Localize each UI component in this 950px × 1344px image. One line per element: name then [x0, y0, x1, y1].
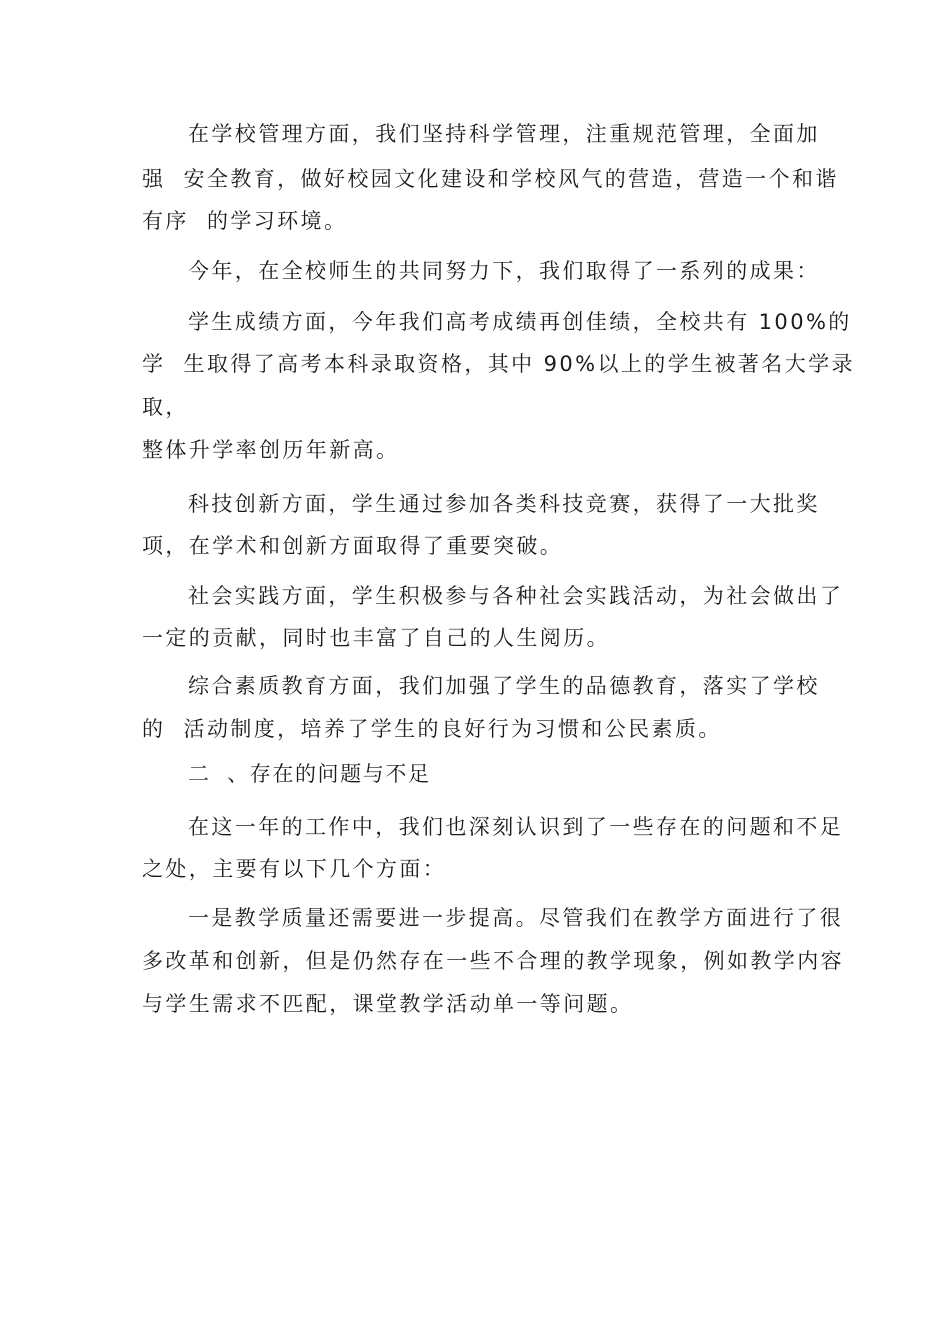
paragraph-student-results-line-4: 整体升学率创历年新高。 — [142, 438, 400, 462]
paragraph-problems-intro-line-2: 之处，主要有以下几个方面： — [142, 857, 447, 881]
paragraph-student-results-line-3: 取， — [142, 395, 189, 419]
paragraph-problems-intro-line-1: 在这一年的工作中，我们也深刻认识到了一些存在的问题和不足 — [188, 815, 844, 839]
paragraph-tech-innovation-line-1: 科技创新方面，学生通过参加各类科技竞赛，获得了一大批奖 — [188, 492, 820, 516]
paragraph-student-results-line-2: 学 生取得了高考本科录取资格，其中 90%以上的学生被著名大学录 — [142, 352, 855, 376]
paragraph-social-practice-line-1: 社会实践方面，学生积极参与各种社会实践活动，为社会做出了 — [188, 584, 844, 608]
paragraph-achievements-intro: 今年，在全校师生的共同努力下，我们取得了一系列的成果： — [188, 259, 820, 283]
paragraph-tech-innovation-line-2: 项，在学术和创新方面取得了重要突破。 — [142, 534, 564, 558]
paragraph-school-management-line-1: 在学校管理方面，我们坚持科学管理，注重规范管理，全面加 — [188, 122, 820, 146]
paragraph-social-practice-line-2: 一定的贡献，同时也丰富了自己的人生阅历。 — [142, 626, 610, 650]
paragraph-teaching-quality-line-2: 多改革和创新，但是仍然存在一些不合理的教学现象，例如教学内容 — [142, 949, 844, 973]
paragraph-quality-education-line-1: 综合素质教育方面，我们加强了学生的品德教育，落实了学校 — [188, 674, 820, 698]
paragraph-quality-education-line-2: 的 活动制度，培养了学生的良好行为习惯和公民素质。 — [142, 717, 722, 741]
paragraph-school-management-line-3: 有序 的学习环境。 — [142, 209, 348, 233]
section-heading-problems: 二 、存在的问题与不足 — [188, 762, 431, 786]
paragraph-teaching-quality-line-1: 一是教学质量还需要进一步提高。尽管我们在教学方面进行了很 — [188, 906, 844, 930]
paragraph-student-results-line-1: 学生成绩方面，今年我们高考成绩再创佳绩，全校共有 100%的 — [188, 310, 852, 334]
paragraph-teaching-quality-line-3: 与学生需求不匹配，课堂教学活动单一等问题。 — [142, 992, 634, 1016]
paragraph-school-management-line-2: 强 安全教育，做好校园文化建设和学校风气的营造，营造一个和谐 — [142, 167, 839, 191]
